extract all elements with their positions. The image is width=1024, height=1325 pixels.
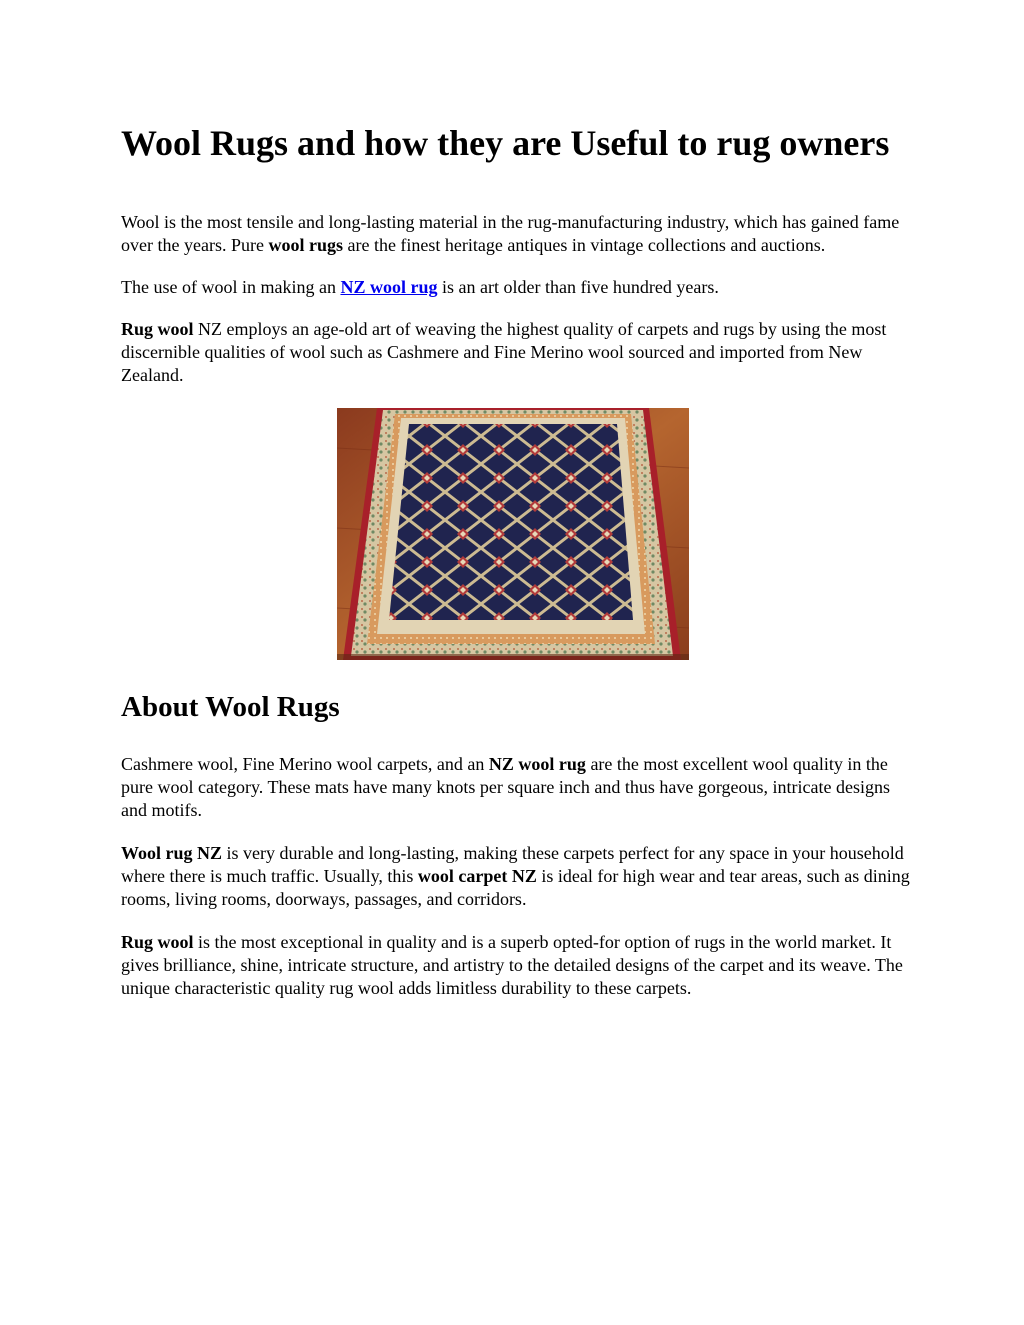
text: is ideal for high wear and tear areas, such as dining rooms, living rooms, doorways, passages, and corridors. xyxy=(121,866,910,909)
rug-photo-icon xyxy=(337,408,689,660)
rug-wool-paragraph xyxy=(121,318,911,387)
text: is very durable and long-lasting, making these carpets perfect for any space in your household where there is much traffic. Usually, this xyxy=(121,843,904,886)
text: are the most excellent wool quality in the pure wool category. These mats have many knots per square inch and thus have gorgeous, intricate designs and motifs. xyxy=(121,754,890,820)
nz-wool-rug-link[interactable]: NZ wool rug xyxy=(340,277,438,297)
text: Wool is the most tensile and long-lasting material in the rug-manufacturing industry, which has gained fame over the years. Pure xyxy=(121,212,900,255)
bold-phrase: NZ wool rug xyxy=(488,754,586,774)
section-heading: About Wool Rugs xyxy=(121,691,340,723)
bold-phrase: Rug wool xyxy=(121,319,194,339)
bold-phrase: Wool rug NZ xyxy=(121,843,223,863)
cashmere-paragraph xyxy=(121,753,911,822)
page-title: Wool Rugs and how they are Useful to rug owners xyxy=(121,123,890,163)
text: Cashmere wool, Fine Merino wool carpets, and an xyxy=(121,754,489,774)
text: are the finest heritage antiques in vintage collections and auctions. xyxy=(342,235,826,255)
bold-phrase: wool carpet NZ xyxy=(417,866,537,886)
bold-phrase: Rug wool xyxy=(121,932,194,952)
intro-paragraph xyxy=(121,211,911,257)
rug-image-container xyxy=(121,408,911,660)
text: The use of wool in making an xyxy=(121,277,341,297)
bold-phrase: wool rugs xyxy=(268,235,343,255)
durability-paragraph xyxy=(121,842,911,911)
text: is the most exceptional in quality and is a superb opted-for option of rugs in the world market. It gives brilliance, shine, intricate structure, and artistry to the detailed designs of the carpet and its weave. The unique characteristic quality rug wool adds limitless durability to these carpets. xyxy=(121,932,903,998)
text: is an art older than five hundred years. xyxy=(437,277,719,297)
text: NZ employs an age-old art of weaving the highest quality of carpets and rugs by using the most discernible qualities of wool such as Cashmere and Fine Merino wool sourced and imported from New Zealand. xyxy=(121,319,887,385)
document-page xyxy=(121,122,911,1000)
quality-paragraph xyxy=(121,931,911,1000)
history-paragraph xyxy=(121,276,911,299)
